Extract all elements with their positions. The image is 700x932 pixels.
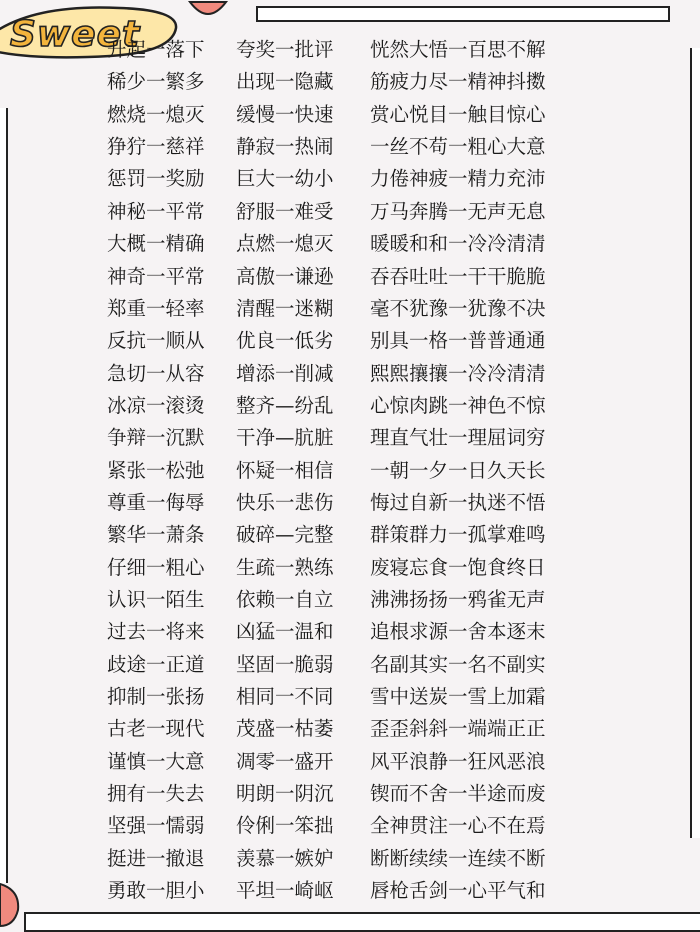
word-row xyxy=(0,747,700,777)
idiom-antonym-pair: 追根求源一舍本逐末 xyxy=(370,620,546,644)
word-row xyxy=(0,229,700,259)
antonym-pair: 明朗一阴沉 xyxy=(236,782,334,806)
idiom-antonym-pair: 唇枪舌剑一心平气和 xyxy=(370,879,546,903)
antonym-pair: 伶俐一笨拙 xyxy=(236,814,334,838)
antonym-pair: 依赖一自立 xyxy=(236,588,334,611)
antonym-pair: 缓慢一快速 xyxy=(236,102,334,126)
antonym-pair: 拥有一失去 xyxy=(107,782,205,806)
word-row xyxy=(0,585,700,615)
antonym-pair: 凶猛一温和 xyxy=(236,620,334,644)
antonym-pair: 出现一隐藏 xyxy=(236,70,334,94)
antonym-pair: 凋零一盛开 xyxy=(236,749,334,773)
idiom-antonym-pair: 一朝一夕一日久天长 xyxy=(370,458,546,482)
antonym-pair: 增添一削减 xyxy=(236,361,334,385)
antonym-pair: 尊重一侮辱 xyxy=(107,490,205,514)
antonym-pair: 坚固一脆弱 xyxy=(236,652,334,676)
antonym-pair: 勇敢一胆小 xyxy=(107,879,205,903)
idiom-antonym-pair: 心惊肉跳一神色不惊 xyxy=(370,393,546,417)
antonym-pair: 高傲一谦逊 xyxy=(236,264,334,288)
antonym-pair: 神奇一平常 xyxy=(107,264,205,288)
idiom-antonym-pair: 断断续续一连续不断 xyxy=(370,846,546,870)
idiom-antonym-pair: 万马奔腾一无声无息 xyxy=(370,199,546,223)
word-row xyxy=(0,197,700,227)
word-row xyxy=(0,262,700,292)
antonym-pair: 急切一从容 xyxy=(107,361,205,385)
word-row xyxy=(0,423,700,453)
idiom-antonym-pair: 群策群力一孤掌难鸣 xyxy=(370,523,546,547)
idiom-antonym-pair: 锲而不舍一半途而废 xyxy=(370,782,546,806)
idiom-antonym-pair: 全神贯注一心不在焉 xyxy=(370,814,546,838)
antonym-pair: 歧途一正道 xyxy=(107,652,205,676)
idiom-antonym-pair: 理直气壮一理屈词穷 xyxy=(370,426,546,450)
antonym-pair: 认识一陌生 xyxy=(107,588,205,611)
word-row xyxy=(0,294,700,324)
word-row xyxy=(0,456,700,486)
antonym-pair: 惩罚一奖励 xyxy=(107,167,205,191)
idiom-antonym-pair: 吞吞吐吐一干干脆脆 xyxy=(370,264,546,288)
antonym-pair: 冰凉一滚烫 xyxy=(107,393,205,417)
idiom-antonym-pair: 废寝忘食一饱食终日 xyxy=(370,555,546,579)
word-row xyxy=(0,811,700,841)
idiom-antonym-pair: 力倦神疲一精力充沛 xyxy=(370,167,546,191)
antonym-pair: 整齐—纷乱 xyxy=(236,393,334,417)
antonym-pair: 狰狞一慈祥 xyxy=(107,135,205,159)
antonym-pair: 点燃一熄灭 xyxy=(236,232,334,256)
word-row xyxy=(0,650,700,680)
word-row xyxy=(0,100,700,130)
idiom-antonym-pair: 一丝不苟一粗心大意 xyxy=(370,135,546,159)
antonym-pair: 生疏一熟练 xyxy=(236,555,334,579)
word-row xyxy=(0,779,700,809)
antonym-pair: 怀疑一相信 xyxy=(236,458,334,482)
antonym-pair: 燃烧一熄灭 xyxy=(107,102,205,126)
antonym-pair: 巨大一幼小 xyxy=(236,167,334,191)
antonym-pair: 郑重一轻率 xyxy=(107,296,205,320)
word-row xyxy=(0,359,700,389)
idiom-antonym-pair: 筋疲力尽一精神抖擞 xyxy=(370,70,546,94)
antonym-pair: 茂盛一枯萎 xyxy=(236,717,334,741)
word-row xyxy=(0,488,700,518)
antonym-pair: 谨慎一大意 xyxy=(107,749,205,773)
idiom-antonym-pair: 雪中送炭一雪上加霜 xyxy=(370,685,546,708)
word-row xyxy=(0,553,700,583)
antonym-pair: 破碎—完整 xyxy=(236,523,334,547)
antonym-pair: 挺进一撤退 xyxy=(107,846,205,870)
idiom-antonym-pair: 沸沸扬扬一鸦雀无声 xyxy=(370,588,546,611)
word-row xyxy=(0,326,700,356)
antonym-pair: 繁华一萧条 xyxy=(107,523,205,547)
antonym-pair: 清醒一迷糊 xyxy=(236,296,334,320)
antonym-pair: 快乐一悲伤 xyxy=(236,490,334,514)
word-row xyxy=(0,164,700,194)
idiom-antonym-pair: 名副其实一名不副实 xyxy=(370,652,546,676)
word-row xyxy=(0,682,700,712)
idiom-antonym-pair: 悔过自新一执迷不悟 xyxy=(370,490,546,514)
antonym-pair: 稀少一繁多 xyxy=(107,70,205,94)
antonym-pair: 舒服一难受 xyxy=(236,199,334,223)
antonym-pair: 升起一落下 xyxy=(107,38,205,61)
antonym-pair: 干净—肮脏 xyxy=(236,426,334,450)
idiom-antonym-pair: 赏心悦目一触目惊心 xyxy=(370,102,546,126)
idiom-antonym-pair: 恍然大悟一百思不解 xyxy=(370,38,546,61)
antonym-pair: 古老一现代 xyxy=(107,717,205,741)
antonym-pair: 静寂一热闹 xyxy=(236,135,334,159)
antonym-pair: 坚强一懦弱 xyxy=(107,814,205,838)
antonym-pair: 抑制一张扬 xyxy=(107,685,205,708)
idiom-antonym-pair: 毫不犹豫一犹豫不决 xyxy=(370,296,546,320)
antonym-pair: 大概一精确 xyxy=(107,232,205,256)
idiom-antonym-pair: 熙熙攘攘一冷冷清清 xyxy=(370,361,546,385)
antonym-pair: 反抗一顺从 xyxy=(107,329,205,353)
antonym-pair: 夸奖一批评 xyxy=(236,38,334,61)
idiom-antonym-pair: 歪歪斜斜一端端正正 xyxy=(370,717,546,741)
antonym-pair: 紧张一松弛 xyxy=(107,458,205,482)
antonym-pair: 平坦一崎岖 xyxy=(236,879,334,903)
word-row xyxy=(0,617,700,647)
idiom-antonym-pair: 风平浪静一狂风恶浪 xyxy=(370,749,546,773)
antonym-pair: 羡慕一嫉妒 xyxy=(236,846,334,870)
idiom-antonym-pair: 别具一格一普普通通 xyxy=(370,329,546,353)
word-row xyxy=(0,132,700,162)
logo-text: Sweet xyxy=(10,14,141,55)
antonym-pair: 优良一低劣 xyxy=(236,329,334,353)
antonym-pair: 过去一将来 xyxy=(107,620,205,644)
antonym-pair: 相同一不同 xyxy=(236,685,334,708)
antonym-pair: 仔细一粗心 xyxy=(107,555,205,579)
word-row xyxy=(0,844,700,874)
word-row xyxy=(0,35,700,65)
antonym-pair: 神秘一平常 xyxy=(107,199,205,223)
word-row xyxy=(0,714,700,744)
word-row xyxy=(0,391,700,421)
word-row xyxy=(0,876,700,906)
antonym-pair: 争辩一沉默 xyxy=(107,426,205,450)
idiom-antonym-pair: 暖暖和和一冷冷清清 xyxy=(370,232,546,256)
word-row xyxy=(0,67,700,97)
word-row xyxy=(0,520,700,550)
